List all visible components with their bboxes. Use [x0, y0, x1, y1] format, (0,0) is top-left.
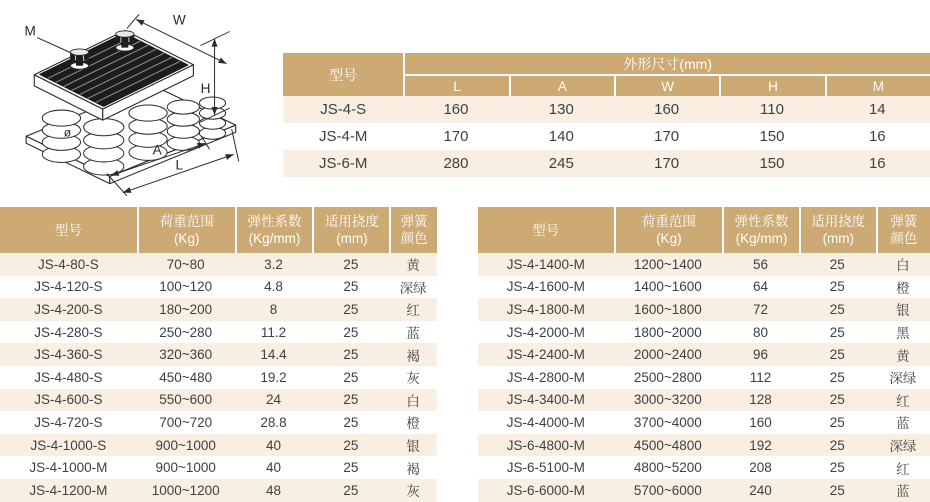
color-cell: 白 [876, 253, 930, 276]
color-cell: 黑 [876, 321, 930, 344]
table-row [283, 150, 930, 177]
stiffness-cell: 56 [722, 253, 799, 276]
model-cell: JS-4-2400-M [478, 343, 614, 366]
stiffness-cell: 80 [722, 321, 799, 344]
spring-front-mid [84, 119, 124, 175]
deflection-cell: 25 [799, 276, 876, 299]
stiffness-cell: 4.8 [235, 276, 313, 299]
color-cell: 蓝 [876, 411, 930, 434]
color-cell: 褐 [389, 456, 437, 479]
table-row [0, 298, 437, 321]
model-cell: JS-4-2000-M [478, 321, 614, 344]
deflection-cell: 25 [799, 298, 876, 321]
dimensions-table [283, 53, 930, 177]
color-cell: 黄 [876, 343, 930, 366]
model-cell: JS-4-600-S [0, 389, 137, 412]
table-row [283, 123, 930, 150]
stiffness-cell: 208 [722, 456, 799, 479]
isolator-drawing-svg [4, 2, 276, 202]
label-m: M [24, 23, 36, 39]
model-column-header: 型号 [478, 207, 614, 253]
load-cell: 1800~2000 [614, 321, 722, 344]
deflection-cell: 25 [799, 321, 876, 344]
stiffness-cell: 96 [722, 343, 799, 366]
dim-cell-L: 160 [403, 96, 508, 123]
load-cell: 2000~2400 [614, 343, 722, 366]
table-row [478, 366, 930, 389]
color-cell: 红 [876, 389, 930, 412]
col-header-M: M [825, 76, 930, 96]
color-cell: 银 [389, 434, 437, 457]
load-cell: 250~280 [137, 321, 235, 344]
load-cell: 2500~2800 [614, 366, 722, 389]
spring-color-header: 弹簧 颜色 [876, 207, 930, 253]
model-cell: JS-4-4000-M [478, 411, 614, 434]
deflection-cell: 25 [799, 253, 876, 276]
isolator-drawing [4, 2, 276, 202]
model-cell: JS-4-280-S [0, 321, 137, 344]
col-header-A: A [509, 76, 614, 96]
model-cell: JS-6-4800-M [478, 434, 614, 457]
spec-header-row [0, 207, 437, 253]
table-row [0, 343, 437, 366]
dim-cell-H: 150 [719, 123, 824, 150]
deflection-cell: 25 [799, 456, 876, 479]
table-row [0, 434, 437, 457]
model-cell: JS-4-M [283, 123, 403, 150]
spec-table-left [0, 207, 437, 502]
load-cell: 100~120 [137, 276, 235, 299]
model-cell: JS-4-120-S [0, 276, 137, 299]
spec-table-right [478, 207, 930, 502]
load-cell: 1200~1400 [614, 253, 722, 276]
stiffness-cell: 8 [235, 298, 313, 321]
dim-cell-M: 16 [825, 123, 930, 150]
table-row [478, 479, 930, 502]
stiffness-cell: 3.2 [235, 253, 313, 276]
model-cell: JS-4-1600-M [478, 276, 614, 299]
spring-front-left [42, 110, 80, 162]
table-row [478, 434, 930, 457]
dim-cell-M: 16 [825, 150, 930, 177]
model-cell: JS-4-1800-M [478, 298, 614, 321]
model-cell: JS-4-1000-M [0, 456, 137, 479]
load-cell: 70~80 [137, 253, 235, 276]
color-cell: 红 [876, 456, 930, 479]
deflection-cell: 25 [312, 366, 389, 389]
label-hole-diameter: ø [63, 125, 72, 140]
load-cell: 3700~4000 [614, 411, 722, 434]
load-range-header: 荷重范围 (Kg) [614, 207, 722, 253]
stiffness-cell: 128 [722, 389, 799, 412]
stiffness-cell: 48 [235, 479, 313, 502]
model-cell: JS-4-1000-S [0, 434, 137, 457]
dim-cell-W: 170 [614, 123, 719, 150]
col-header-L: L [403, 76, 508, 96]
deflection-cell: 25 [312, 321, 389, 344]
color-cell: 褐 [389, 343, 437, 366]
table-row [478, 321, 930, 344]
label-l: L [175, 157, 184, 173]
dim-cell-A: 140 [509, 123, 614, 150]
deflection-cell: 25 [312, 434, 389, 457]
table-row [478, 343, 930, 366]
deflection-cell: 25 [799, 434, 876, 457]
deflection-cell: 25 [799, 343, 876, 366]
model-cell: JS-6-M [283, 150, 403, 177]
load-range-header: 荷重范围 (Kg) [137, 207, 235, 253]
color-cell: 橙 [876, 276, 930, 299]
deflection-cell: 25 [799, 479, 876, 502]
table-row [283, 96, 930, 123]
label-w: W [172, 12, 186, 28]
outer-dimensions-group-header: 外形尺寸(mm) [403, 53, 930, 76]
dim-cell-W: 160 [614, 96, 719, 123]
stiffness-cell: 240 [722, 479, 799, 502]
table-row [0, 389, 437, 412]
table-row [0, 456, 437, 479]
deflection-cell: 25 [312, 343, 389, 366]
stiffness-cell: 112 [722, 366, 799, 389]
label-m-leader [37, 38, 70, 53]
color-cell: 灰 [389, 479, 437, 502]
load-cell: 320~360 [137, 343, 235, 366]
color-cell: 红 [389, 298, 437, 321]
col-header-H: H [719, 76, 824, 96]
deflection-header: 适用挠度 (mm) [799, 207, 876, 253]
table-row [478, 276, 930, 299]
model-cell: JS-4-S [283, 96, 403, 123]
model-cell: JS-6-6000-M [478, 479, 614, 502]
table-row [0, 411, 437, 434]
deflection-cell: 25 [312, 253, 389, 276]
deflection-cell: 25 [312, 411, 389, 434]
load-cell: 900~1000 [137, 456, 235, 479]
bolt-back [116, 31, 134, 51]
model-cell: JS-4-1200-M [0, 479, 137, 502]
spring-color-header: 弹簧 颜色 [389, 207, 437, 253]
color-cell: 深绿 [876, 434, 930, 457]
deflection-cell: 25 [799, 411, 876, 434]
stiffness-cell: 72 [722, 298, 799, 321]
table-row [478, 389, 930, 412]
model-cell: JS-4-360-S [0, 343, 137, 366]
stiffness-cell: 40 [235, 456, 313, 479]
stiffness-header: 弹性系数 (Kg/mm) [235, 207, 313, 253]
load-cell: 550~600 [137, 389, 235, 412]
color-cell: 深绿 [876, 366, 930, 389]
dim-cell-H: 150 [719, 150, 824, 177]
color-cell: 银 [876, 298, 930, 321]
model-cell: JS-6-5100-M [478, 456, 614, 479]
deflection-cell: 25 [312, 298, 389, 321]
dim-cell-H: 110 [719, 96, 824, 123]
table-row [0, 321, 437, 344]
stiffness-cell: 14.4 [235, 343, 313, 366]
dim-cell-A: 245 [509, 150, 614, 177]
model-column-header: 型号 [283, 53, 403, 96]
deflection-cell: 25 [799, 389, 876, 412]
label-h: H [200, 80, 211, 96]
load-cell: 700~720 [137, 411, 235, 434]
model-cell: JS-4-480-S [0, 366, 137, 389]
label-a: A [152, 142, 162, 158]
spec-header-row [478, 207, 930, 253]
color-cell: 蓝 [389, 321, 437, 344]
table-row [0, 366, 437, 389]
load-cell: 4800~5200 [614, 456, 722, 479]
load-cell: 4500~4800 [614, 434, 722, 457]
table-row [478, 298, 930, 321]
stiffness-cell: 11.2 [235, 321, 313, 344]
deflection-header: 适用挠度 (mm) [312, 207, 389, 253]
stiffness-cell: 160 [722, 411, 799, 434]
dim-cell-L: 170 [403, 123, 508, 150]
color-cell: 黄 [389, 253, 437, 276]
table-row [0, 276, 437, 299]
stiffness-cell: 192 [722, 434, 799, 457]
stiffness-cell: 64 [722, 276, 799, 299]
table-row [0, 253, 437, 276]
deflection-cell: 25 [312, 479, 389, 502]
col-header-W: W [614, 76, 719, 96]
color-cell: 橙 [389, 411, 437, 434]
model-cell: JS-4-1400-M [478, 253, 614, 276]
model-cell: JS-4-2800-M [478, 366, 614, 389]
color-cell: 深绿 [389, 276, 437, 299]
load-cell: 3000~3200 [614, 389, 722, 412]
color-cell: 白 [389, 389, 437, 412]
load-cell: 180~200 [137, 298, 235, 321]
deflection-cell: 25 [312, 276, 389, 299]
stiffness-cell: 28.8 [235, 411, 313, 434]
model-cell: JS-4-80-S [0, 253, 137, 276]
stiffness-header: 弹性系数 (Kg/mm) [722, 207, 799, 253]
bolt-front [70, 49, 88, 69]
color-cell: 灰 [389, 366, 437, 389]
dim-cell-L: 280 [403, 150, 508, 177]
dim-cell-W: 170 [614, 150, 719, 177]
model-cell: JS-4-200-S [0, 298, 137, 321]
load-cell: 900~1000 [137, 434, 235, 457]
table-row [478, 253, 930, 276]
dim-cell-A: 130 [509, 96, 614, 123]
dim-cell-M: 14 [825, 96, 930, 123]
load-cell: 1600~1800 [614, 298, 722, 321]
model-column-header: 型号 [0, 207, 137, 253]
table-row [478, 411, 930, 434]
model-cell: JS-4-720-S [0, 411, 137, 434]
deflection-cell: 25 [799, 366, 876, 389]
load-cell: 1400~1600 [614, 276, 722, 299]
table-row [478, 456, 930, 479]
deflection-cell: 25 [312, 389, 389, 412]
color-cell: 蓝 [876, 479, 930, 502]
dim-header-row [283, 53, 930, 76]
stiffness-cell: 24 [235, 389, 313, 412]
load-cell: 5700~6000 [614, 479, 722, 502]
stiffness-cell: 40 [235, 434, 313, 457]
table-row [0, 479, 437, 502]
load-cell: 1000~1200 [137, 479, 235, 502]
model-cell: JS-4-3400-M [478, 389, 614, 412]
load-cell: 450~480 [137, 366, 235, 389]
stiffness-cell: 19.2 [235, 366, 313, 389]
deflection-cell: 25 [312, 456, 389, 479]
